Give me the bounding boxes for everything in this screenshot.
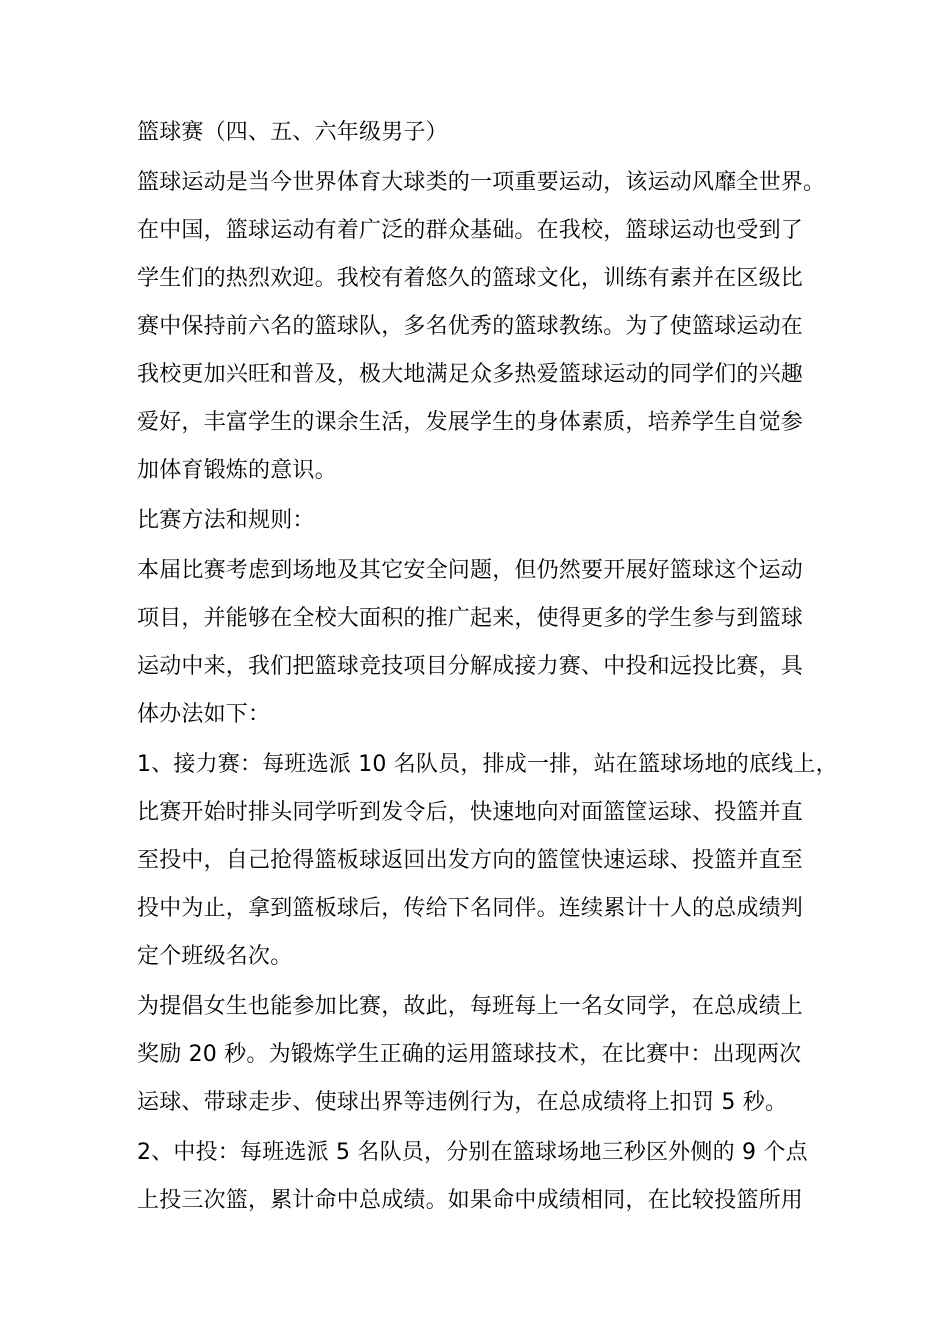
- text-line: 运动中来，我们把篮球竞技项目分解成接力赛、中投和远投比赛，具: [137, 654, 804, 679]
- text-line: 篮球运动是当今世界体育大球类的一项重要运动，该运动风靡全世界。: [137, 170, 826, 195]
- text-line: 赛中保持前六名的篮球队，多名优秀的篮球教练。为了使篮球运动在: [137, 314, 804, 339]
- text-line: 投中为止，拿到篮板球后，传给下名同伴。连续累计十人的总成绩判: [137, 896, 804, 921]
- text-line: 爱好，丰富学生的课余生活，发展学生的身体素质，培养学生自觉参: [137, 410, 804, 435]
- text-line: 2、中投：每班选派 5 名队员，分别在篮球场地三秒区外侧的 9 个点: [137, 1140, 808, 1165]
- text-line: 上投三次篮，累计命中总成绩。如果命中成绩相同，在比较投篮所用: [137, 1188, 804, 1213]
- text-line: 体办法如下：: [137, 702, 271, 727]
- text-line: 在中国，篮球运动有着广泛的群众基础。在我校，篮球运动也受到了: [137, 218, 804, 243]
- text-line: 比赛开始时排头同学听到发令后，快速地向对面篮筐运球、投篮并直: [137, 800, 804, 825]
- text-line: 加体育锻炼的意识。: [137, 458, 337, 483]
- text-line: 1、接力赛：每班选派 10 名队员，排成一排，站在篮球场地的底线上，: [137, 752, 838, 777]
- text-line: 奖励 20 秒。为锻炼学生正确的运用篮球技术，在比赛中：出现两次: [137, 1042, 802, 1067]
- document-title: 篮球赛（四、五、六年级男子）: [137, 120, 448, 145]
- section-heading: 比赛方法和规则：: [137, 508, 315, 533]
- text-line: 运球、带球走步、使球出界等违例行为，在总成绩将上扣罚 5 秒。: [137, 1090, 788, 1115]
- text-line: 为提倡女生也能参加比赛，故此，每班每上一名女同学，在总成绩上: [137, 994, 804, 1019]
- text-line: 定个班级名次。: [137, 944, 293, 969]
- text-line: 至投中，自己抢得篮板球返回出发方向的篮筐快速运球、投篮并直至: [137, 848, 804, 873]
- text-line: 学生们的热烈欢迎。我校有着悠久的篮球文化，训练有素并在区级比: [137, 266, 804, 291]
- text-line: 我校更加兴旺和普及，极大地满足众多热爱篮球运动的同学们的兴趣: [137, 362, 804, 387]
- text-line: 项目，并能够在全校大面积的推广起来，使得更多的学生参与到篮球: [137, 606, 804, 631]
- text-line: 本届比赛考虑到场地及其它安全问题，但仍然要开展好篮球这个运动: [137, 558, 804, 583]
